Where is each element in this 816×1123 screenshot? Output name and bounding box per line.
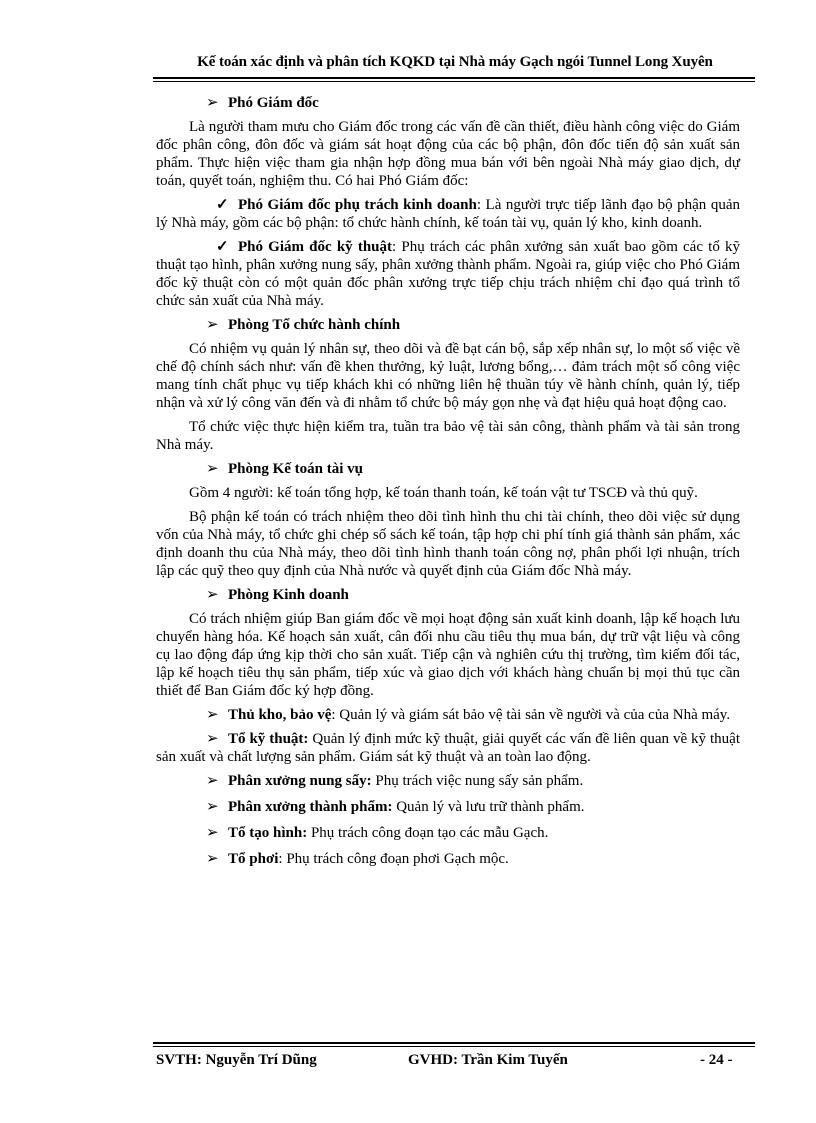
item-text: : Quản lý và giám sát bảo vệ tài sản về người và của của Nhà máy. [331,707,731,723]
arrow-bullet-icon: ➢ [206,773,219,789]
header-rule [153,77,755,79]
arrow-bullet-icon: ➢ [206,461,219,477]
item-label: Phó Giám đốc kỹ thuật [238,239,393,255]
footer-rule [153,1042,755,1044]
item-text: Phụ trách công đoạn tạo các mẫu Gạch. [307,825,549,841]
item-to-ky-thuat [156,730,740,766]
arrow-bullet-icon: ➢ [206,799,219,815]
item-pgd-ky-thuat [156,238,740,310]
footer-supervisor: GVHD: Trần Kim Tuyến [408,1052,568,1068]
item-label: Tổ kỹ thuật: [228,731,309,747]
item-text: : Phụ trách công đoạn phơi Gạch mộc. [278,851,509,867]
arrow-bullet-icon: ➢ [206,95,219,111]
item-text: : Là người trực tiếp lãnh đạo bộ phận quản lý Nhà máy, gồm các bộ phận: tổ chức hành chính, kế toán tài vụ, quản lý kho, kinh doanh. [156,197,740,231]
heading-text: Phòng Kinh doanh [228,587,349,603]
heading-ke-toan-tai-vu [156,460,740,478]
arrow-bullet-icon: ➢ [206,317,219,333]
item-text: Phụ trách việc nung sấy sản phẩm. [371,773,584,789]
footer-rule-thin [153,1046,755,1047]
item-phan-xuong-nung-say [156,772,740,790]
paragraph-tchc-1: Có nhiệm vụ quản lý nhân sự, theo dõi và đề bạt cán bộ, sắp xếp nhân sự, lo một số việc về chế độ chính sách như: vấn đề khen thưởng, kỷ luật, lương bổng,… đảm trách một số công việc mang tính chất phục vụ tiếp khách khi có những liên hệ thuần túy về hành chính, quản lý, tiếp nhận và xử lý công văn đến và đi nhằm tổ chức bộ máy gọn nhẹ và đạt hiệu quả hoạt động cao. [156,341,740,411]
heading-pho-giam-doc [156,94,740,112]
footer-page-number: - 24 - [700,1052,733,1068]
arrow-bullet-icon: ➢ [206,587,219,603]
heading-kinh-doanh [156,586,740,604]
item-to-tao-hinh [156,824,740,842]
heading-text: Phòng Kế toán tài vụ [228,461,364,477]
arrow-bullet-icon: ➢ [206,731,219,747]
item-text: Quản lý và lưu trữ thành phẩm. [392,799,585,815]
item-label: Phó Giám đốc phụ trách kinh doanh [238,197,477,213]
arrow-bullet-icon: ➢ [206,851,219,867]
item-label: Phân xưởng nung sấy: [228,773,372,789]
check-bullet-icon: ✓ [216,239,229,255]
item-label: Tổ phơi [228,851,279,867]
paragraph-ktv-1: Gồm 4 người: kế toán tổng hợp, kế toán thanh toán, kế toán vật tư TSCĐ và thủ quỹ. [189,485,698,501]
item-to-phoi [156,850,740,868]
heading-text: Phó Giám đốc [228,95,319,111]
heading-text: Phòng Tổ chức hành chính [228,317,401,333]
item-label: Thủ kho, bảo vệ [228,707,332,723]
header-rule-thin [153,81,755,82]
page-header-title: Kế toán xác định và phân tích KQKD tại Nhà máy Gạch ngói Tunnel Long Xuyên [197,54,713,70]
paragraph-ktv-2: Bộ phận kế toán có trách nhiệm theo dõi tình hình thu chi tài chính, theo dõi việc sử dụng vốn của Nhà máy, tổ chức ghi chép số sách kế toán, tập hợp chi phí tính giá thành sản phẩm, xác định doanh thu của Nhà máy, theo dõi tình hình thanh toán công nợ, phân phối lợi nhuận, trích lập các quỹ theo quy định của Nhà nước và quyết định của Giám đốc Nhà máy. [156,509,740,579]
item-pgd-kinh-doanh [156,196,740,232]
arrow-bullet-icon: ➢ [206,825,219,841]
paragraph-pho-giam-doc: Là người tham mưu cho Giám đốc trong các vấn đề cần thiết, điều hành công việc do Giám đốc phân công, đôn đốc và giám sát hoạt động của các bộ phận, đôn đốc tiến độ sản xuất sản phẩm. Thực hiện việc tham gia nhận hợp đồng mua bán với bên ngoài Nhà máy giao dịch, dự toán, quyết toán, nghiệm thu. Có hai Phó Giám đốc: [156,119,740,189]
arrow-bullet-icon: ➢ [206,707,219,723]
item-label: Tổ tạo hình: [228,825,308,841]
item-text: Quản lý định mức kỹ thuật, giải quyết các vấn đề liên quan về kỹ thuật sản xuất và chất lượng sản phẩm. Giám sát kỹ thuật và an toàn lao động. [156,731,740,765]
item-phan-xuong-thanh-pham [156,798,740,816]
footer-student: SVTH: Nguyễn Trí Dũng [156,1052,317,1068]
item-label: Phân xưởng thành phẩm: [228,799,393,815]
document-body [156,92,740,876]
item-text: : Phụ trách các phân xưởng sản xuất bao gồm các tổ kỹ thuật tạo hình, phân xưởng nung sấy, phân xưởng thành phẩm. Ngoài ra, giúp việc cho Phó Giám đốc kỹ thuật còn có một quản đốc phân xưởng trực tiếp chịu trách nhiệm chỉ đạo quá trình tổ chức sản xuất của Nhà máy. [156,239,741,309]
paragraph-kinh-doanh: Có trách nhiệm giúp Ban giám đốc về mọi hoạt động sản xuất kinh doanh, lập kế hoạch lưu chuyển hàng hóa. Kế hoạch sản xuất, cân đối nhu cầu tiêu thụ mua bán, dự trữ vật liệu và công cụ lao động đáp ứng kịp thời cho sản xuất. Tiếp cận và nghiên cứu thị trường, tìm kiếm đối tác, lập kế hoạch tiêu thụ sản phẩm, tiếp xúc và giao dịch với khách hàng chuẩn bị mọi thủ tục cần thiết để Ban Giám đốc ký hợp đồng. [156,611,740,699]
check-bullet-icon: ✓ [216,197,229,213]
item-thu-kho [156,706,740,724]
paragraph-tchc-2: Tổ chức việc thực hiện kiểm tra, tuần tra bảo vệ tài sản công, thành phẩm và tài sản trong Nhà máy. [156,419,740,453]
heading-to-chuc-hanh-chinh [156,316,740,334]
